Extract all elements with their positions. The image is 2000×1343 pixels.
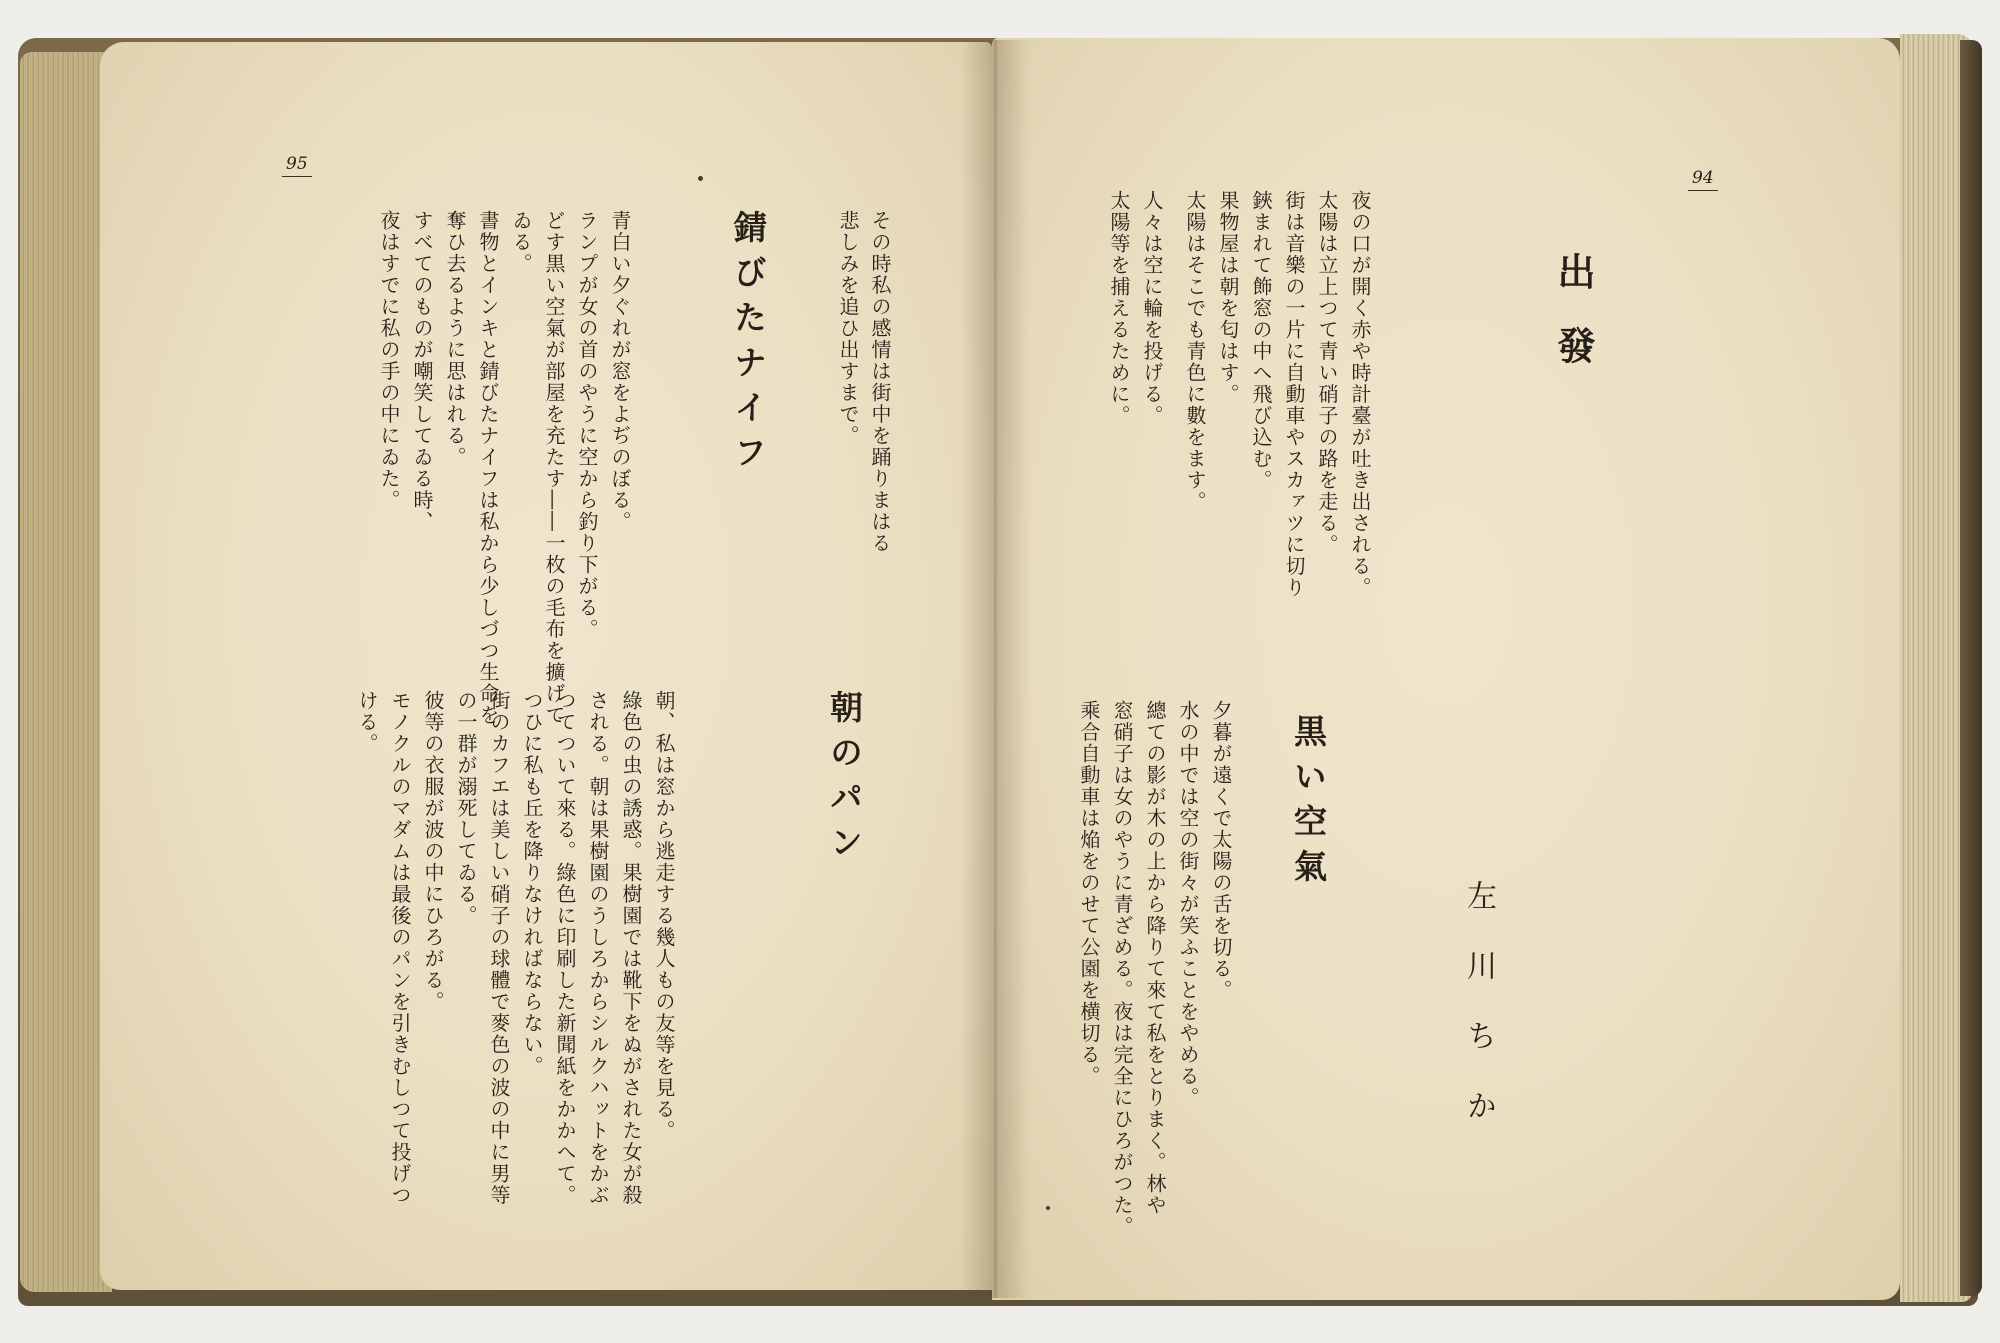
text-line: 人々は空に輪を投げる。 xyxy=(1140,190,1164,427)
stanza-gap xyxy=(1168,190,1178,599)
left-page-number: 95 xyxy=(282,154,312,177)
text-line: 街のカフエは美しい硝子の球體で麥色の波の中に男等 xyxy=(487,690,511,1206)
text-line: の一群が溺死してゐる。 xyxy=(454,690,478,927)
text-line: 彼等の衣服が波の中にひろがる。 xyxy=(421,690,445,1013)
text-line: 太陽はそこでも青色に數をます。 xyxy=(1183,190,1207,513)
text-line: モノクルのマダムは最後のパンを引きむしつて投げつ xyxy=(388,690,412,1206)
text-line: どす黒い空氣が部屋を充たす――一枚の毛布を擴げて xyxy=(542,210,566,726)
poem-title-departure: 出發 xyxy=(1551,252,1596,400)
text-line: 太陽は立上つて青い硝子の路を走る。 xyxy=(1315,190,1339,556)
text-line: 夕暮が遠くで太陽の舌を切る。 xyxy=(1209,700,1233,1001)
text-line: 窓硝子は女のやうに青ざめる。夜は完全にひろがつた。 xyxy=(1110,700,1134,1238)
text-line: つひに私も丘を降りなければならない。 xyxy=(520,690,544,1077)
text-line: 奪ひ去るように思はれる。 xyxy=(443,210,467,468)
text-line: 街は音樂の一片に自動車やスカァツに切り xyxy=(1282,190,1306,599)
right-page-number: 94 xyxy=(1688,168,1718,191)
page-edges-left xyxy=(20,52,112,1292)
text-line: すべてのものが嘲笑してゐる時、 xyxy=(410,210,434,533)
text-line: 太陽等を捕えるために。 xyxy=(1107,190,1131,427)
author-name: 左川ちか xyxy=(1461,880,1496,1160)
text-line: ゐる。 xyxy=(509,210,533,275)
text-line: 夜はすでに私の手の中にゐた。 xyxy=(377,210,401,511)
text-line: 水の中では空の街々が笑ふことをやめる。 xyxy=(1176,700,1200,1109)
text-line: ランプが女の首のやうに空から釣り下がる。 xyxy=(575,210,599,640)
text-line: 朝、私は窓から逃走する幾人もの友等を見る。 xyxy=(652,690,676,1142)
text-line: 總ての影が木の上から降りて來て私をとりまく。林や xyxy=(1143,700,1167,1216)
book-gutter xyxy=(960,40,1030,1298)
poem-title-black-air: 黒い空氣 xyxy=(1289,714,1328,894)
poem-title-morning-bread: 朝のパン xyxy=(825,690,864,870)
ink-spot xyxy=(1046,1206,1050,1210)
left-intro-block xyxy=(832,210,896,554)
ink-spot xyxy=(698,176,703,181)
text-line: その時私の感情は街中を踊りまはる xyxy=(868,210,892,554)
text-line: 悲しみを追ひ出すまで。 xyxy=(836,210,860,447)
text-line: 果物屋は朝を匂はす。 xyxy=(1216,190,1240,405)
text-line: 夜の口が開く赤や時計臺が吐き出される。 xyxy=(1348,190,1372,599)
text-line: つてついて來る。綠色に印刷した新聞紙をかかへて。 xyxy=(553,690,577,1206)
text-line: 綠色の虫の誘惑。果樹園では靴下をぬがされた女が殺 xyxy=(619,690,643,1206)
poem-title-rusty-knife: 錆びたナイフ xyxy=(729,210,768,480)
text-line: 鋏まれて飾窓の中へ飛び込む。 xyxy=(1249,190,1273,491)
text-line: 乘合自動車は焔をのせて公園を横切る。 xyxy=(1077,700,1101,1087)
text-line: される。朝は果樹園のうしろからシルクハットをかぶ xyxy=(586,690,610,1206)
text-line: 青白い夕ぐれが窓をよぢのぼる。 xyxy=(608,210,632,533)
text-line: 書物とインキと錆びたナイフは私から少しづつ生命を xyxy=(476,210,500,726)
poem-body-departure xyxy=(1102,190,1376,599)
poem-body-black-air xyxy=(1072,700,1237,1238)
poem-body-morning-bread xyxy=(350,690,680,1206)
book-spine-edge xyxy=(1960,40,1982,1296)
text-line: ける。 xyxy=(355,690,379,755)
poem-body-rusty-knife xyxy=(372,210,636,726)
